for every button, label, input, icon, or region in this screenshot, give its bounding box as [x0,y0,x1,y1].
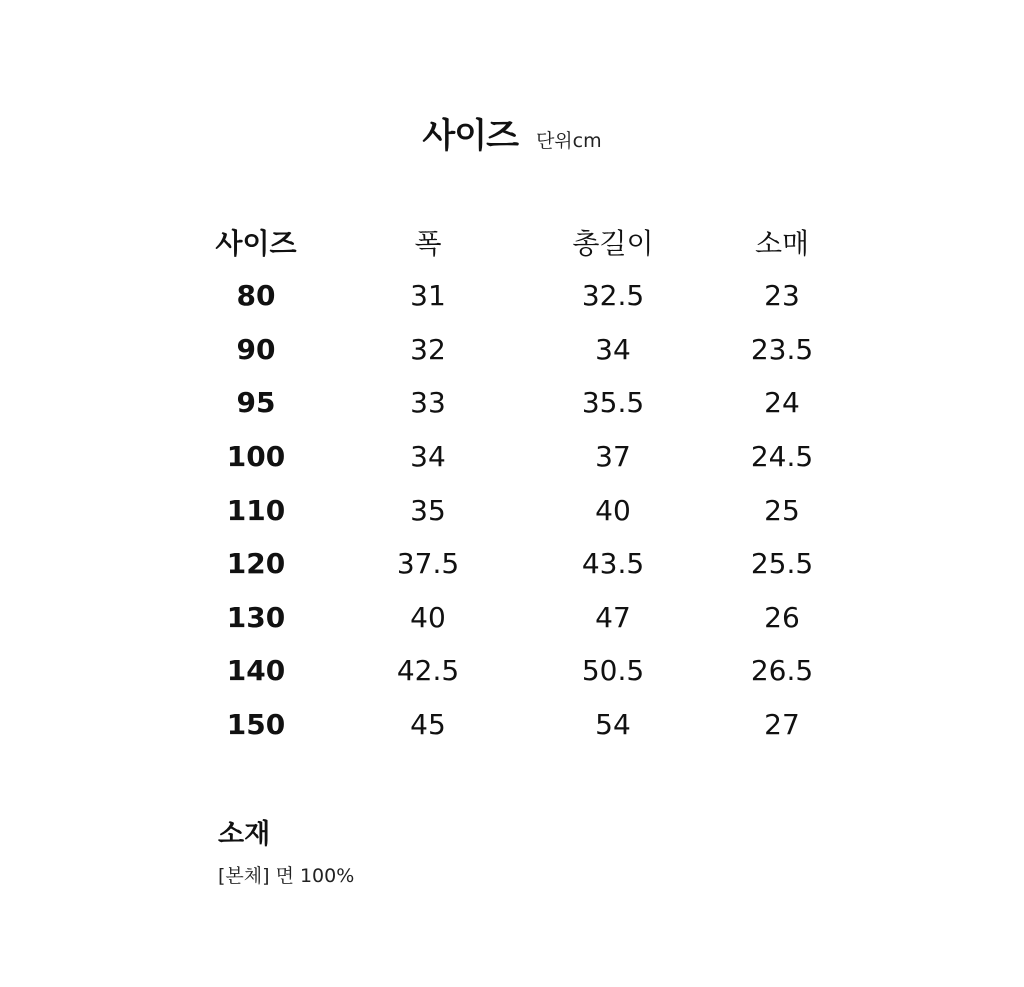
width-cell: 40 [410,600,446,634]
page-title: 사이즈 [422,116,518,156]
total-length-cell: 50.5 [581,654,645,688]
total-length-cell: 40 [595,493,631,527]
table-row [170,591,852,645]
title-row [0,108,1024,157]
sleeve-cell: 23.5 [750,332,814,366]
size-cell: 100 [226,440,286,474]
width-cell: 37.5 [396,547,460,581]
table-row [170,323,852,377]
size-cell: 80 [236,279,276,313]
size-cell: 110 [226,493,286,527]
column-header-sleeve: 소매 [754,227,810,260]
total-length-cell: 47 [595,600,631,634]
table-row [170,430,852,484]
size-table-body [170,269,852,751]
size-cell: 120 [226,547,286,581]
total-length-cell: 35.5 [581,386,645,420]
size-cell: 130 [226,600,286,634]
table-row [170,698,852,752]
size-cell: 150 [226,708,286,742]
material-title: 소재 [218,819,271,850]
width-cell: 34 [410,440,446,474]
table-row [170,644,852,698]
width-cell: 32 [410,332,446,366]
sleeve-cell: 26.5 [750,654,814,688]
table-row [170,537,852,591]
size-cell: 95 [236,386,276,420]
width-cell: 35 [410,493,446,527]
sleeve-cell: 24.5 [750,440,814,474]
width-cell: 31 [410,279,446,313]
table-header-row [170,215,852,269]
material-value: [본체] 면 100% [218,865,355,887]
width-cell: 33 [410,386,446,420]
sleeve-cell: 23 [764,279,800,313]
sleeve-cell: 26 [764,600,800,634]
size-cell: 90 [236,332,276,366]
total-length-cell: 54 [595,708,631,742]
column-header-size: 사이즈 [215,227,297,260]
total-length-cell: 37 [595,440,631,474]
column-header-total-length: 총길이 [572,227,654,260]
size-table [170,215,852,751]
table-row [170,483,852,537]
sleeve-cell: 25 [764,493,800,527]
total-length-cell: 34 [595,332,631,366]
total-length-cell: 32.5 [581,279,645,313]
width-cell: 45 [410,708,446,742]
sleeve-cell: 27 [764,708,800,742]
width-cell: 42.5 [396,654,460,688]
sleeve-cell: 24 [764,386,800,420]
size-cell: 140 [226,654,286,688]
column-header-width: 폭 [414,227,442,260]
table-row [170,376,852,430]
unit-label: 단위cm [535,130,602,152]
table-row [170,269,852,323]
total-length-cell: 43.5 [581,547,645,581]
material-section [218,812,354,888]
sleeve-cell: 25.5 [750,547,814,581]
